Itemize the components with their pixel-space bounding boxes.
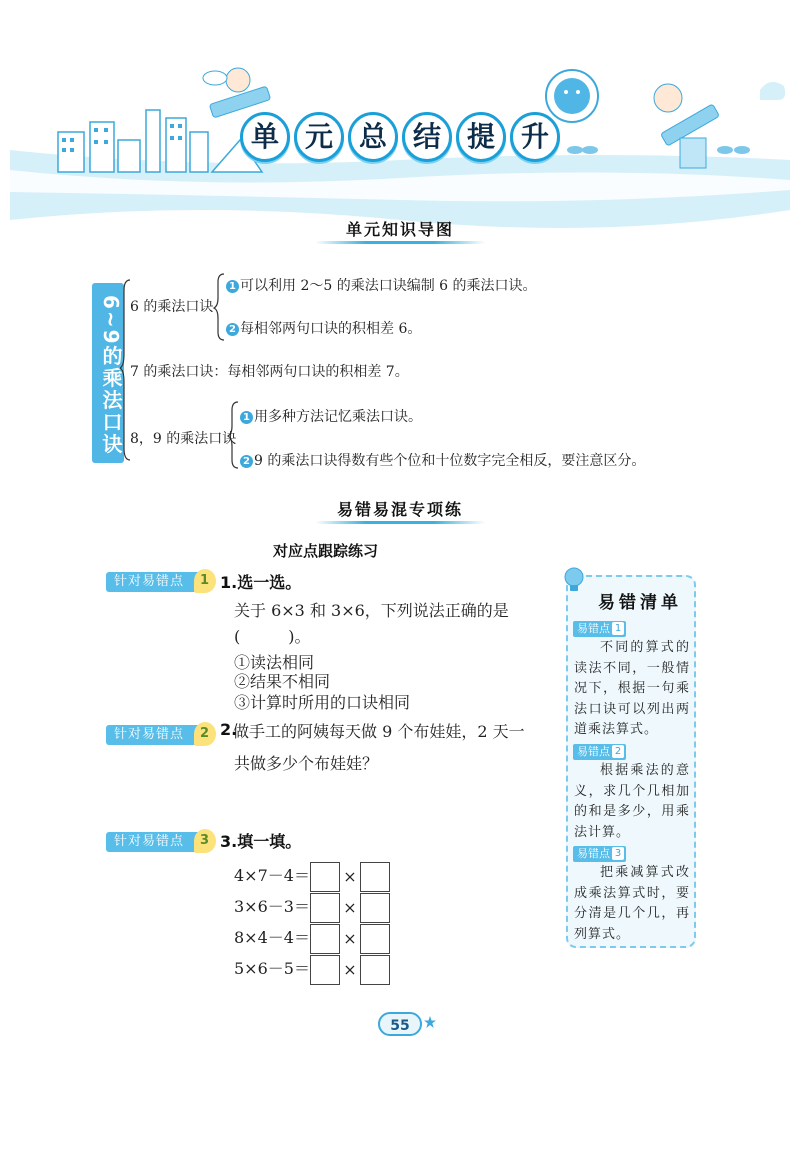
times-sign: × (343, 928, 357, 948)
point-text: 用多种方法记忆乘法口诀。 (254, 409, 422, 425)
error-note-1: 不同的算式的读法不同，一般情况下，根据一句乘法口诀可以列出两道乘法算式。 (574, 640, 690, 737)
answer-box[interactable] (360, 955, 390, 985)
branch-six-point-1 (226, 275, 537, 295)
answer-box[interactable] (360, 924, 390, 954)
side-error-tag (573, 846, 626, 862)
title-char: 元 (294, 112, 344, 162)
answer-box[interactable] (310, 955, 340, 985)
error-list-title: 易错清单 (598, 593, 682, 613)
answer-box[interactable] (310, 893, 340, 923)
error-point-tag (106, 725, 210, 745)
tag-label: 针对易错点 (114, 727, 185, 742)
times-sign: × (343, 897, 357, 917)
branch-eight-nine-name: 8，9 的乘法口诀 (130, 431, 237, 447)
heading-underline (315, 521, 485, 524)
question-3-title: 3.填一填。 (220, 832, 302, 851)
side-error-tag (573, 621, 626, 637)
practice-heading: 易错易混专项练 (336, 500, 463, 519)
side-tag-number: 3 (612, 847, 624, 860)
page-number: 55 (378, 1012, 422, 1036)
lightbulb-icon (562, 566, 586, 594)
title-char: 总 (348, 112, 398, 162)
number-circle-icon: 2 (240, 455, 253, 468)
point-text: 可以利用 2～5 的乘法口诀编制 6 的乘法口诀。 (240, 278, 537, 294)
error-note-3: 把乘减算式改成乘法算式时，要分清是几个几，再列算式。 (574, 865, 690, 942)
option-2[interactable]: ②结果不相同 (234, 672, 331, 691)
answer-blank[interactable]: ( )。 (234, 627, 311, 646)
tag-number: 3 (194, 829, 216, 853)
equation-text: 8×4－4＝ (234, 928, 310, 947)
equation-row (234, 953, 390, 985)
tag-number: 2 (194, 722, 216, 746)
question-1-line-1: 关于 6×3 和 3×6，下列说法正确的是 (234, 601, 509, 620)
equation-row (234, 891, 390, 923)
heading-underline (315, 241, 485, 244)
error-note-2: 根据乘法的意义，求几个几相加的和是多少，用乘法计算。 (574, 763, 690, 840)
practice-subheading: 对应点跟踪练习 (273, 542, 379, 560)
knowledge-map-heading: 单元知识导图 (345, 220, 454, 239)
number-circle-icon: 1 (240, 411, 253, 424)
branch-seven: 7 的乘法口诀：每相邻两句口诀的积相差 7。 (130, 364, 409, 380)
error-point-tag (106, 832, 210, 852)
angel-pencil-illustration (203, 68, 271, 118)
branch-six-name: 6 的乘法口诀 (130, 299, 214, 315)
number-circle-icon: 1 (226, 280, 239, 293)
page-title (0, 112, 800, 162)
equation-text: 5×6－5＝ (234, 959, 310, 978)
branch-eight-nine-point-2 (240, 450, 645, 470)
answer-box[interactable] (310, 862, 340, 892)
branch-eight-nine-point-1 (240, 406, 422, 426)
error-point-tag (106, 572, 210, 592)
question-2-line-1: 做手工的阿姨每天做 9 个布娃娃，2 天一 (233, 722, 525, 741)
equation-row (234, 922, 390, 954)
side-tag-number: 1 (612, 622, 624, 635)
title-char: 提 (456, 112, 506, 162)
number-circle-icon: 2 (226, 323, 239, 336)
equation-row (234, 860, 390, 892)
side-tag-label: 易错点 (577, 622, 610, 635)
side-tag-number: 2 (612, 745, 624, 758)
question-2-line-2: 共做多少个布娃娃？ (234, 754, 379, 773)
answer-box[interactable] (360, 862, 390, 892)
times-sign: × (343, 866, 357, 886)
knowledge-map-label: 6~9的乘法口诀 (92, 283, 124, 463)
side-tag-label: 易错点 (577, 847, 610, 860)
option-1[interactable]: ①读法相同 (234, 653, 315, 672)
title-char: 结 (402, 112, 452, 162)
tag-label: 针对易错点 (114, 834, 185, 849)
tag-label: 针对易错点 (114, 574, 185, 589)
times-sign: × (343, 959, 357, 979)
question-1-title: 1.选一选。 (220, 573, 302, 592)
answer-box[interactable] (310, 924, 340, 954)
option-3[interactable]: ③计算时所用的口诀相同 (234, 693, 411, 712)
cloud-illustration (760, 82, 785, 100)
point-text: 每相邻两句口诀的积相差 6。 (240, 321, 422, 337)
point-text: 9 的乘法口诀得数有些个位和十位数字完全相反，要注意区分。 (254, 453, 646, 469)
title-char: 升 (510, 112, 560, 162)
tag-number: 1 (194, 569, 216, 593)
question-2-number: 2. (220, 720, 238, 739)
star-icon (424, 1016, 436, 1028)
title-char: 单 (240, 112, 290, 162)
side-tag-label: 易错点 (577, 745, 610, 758)
equation-text: 4×7－4＝ (234, 866, 310, 885)
equation-text: 3×6－3＝ (234, 897, 310, 916)
answer-box[interactable] (360, 893, 390, 923)
branch-six-point-2 (226, 318, 421, 338)
side-error-tag (573, 744, 626, 760)
